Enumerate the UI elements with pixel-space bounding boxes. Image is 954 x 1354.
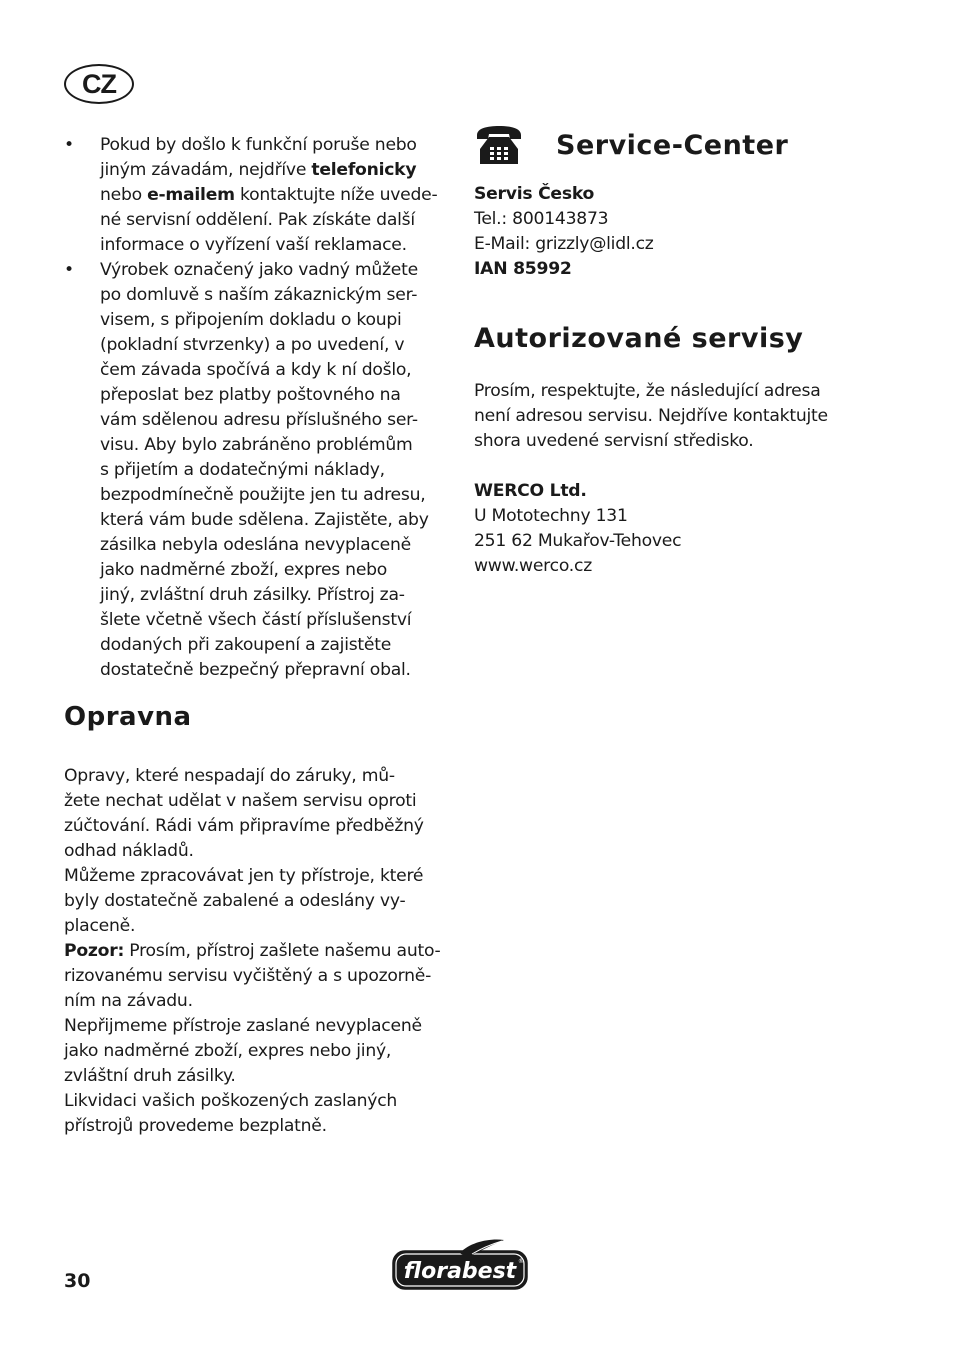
- bold-email-word: e-mailem: [147, 185, 235, 205]
- service-name-text: Servis Česko: [474, 184, 595, 204]
- pozor-text: Prosím, přístroj zašlete našemu auto- rizovanému servisu vyčištěný a s upozorně- ním na závadu.: [64, 941, 441, 1011]
- right-column: [474, 125, 894, 579]
- ian-text: IAN 85992: [474, 259, 572, 279]
- registered-mark: ®: [518, 1258, 524, 1265]
- service-center-heading: Service-Center: [556, 129, 789, 161]
- ian-number: [474, 257, 894, 282]
- service-header: [474, 125, 894, 165]
- opravna-paragraph: Můžeme zpracovávat jen ty přístroje, které byly dostatečně zabalené a odeslány vy- placeně.: [64, 866, 424, 936]
- language-badge: [64, 64, 134, 104]
- authorized-service-note: Prosím, respektujte, že následující adresa není adresou servisu. Nejdříve kontaktujte shora uvedené servisní středisko.: [474, 381, 828, 451]
- list-item: [64, 133, 452, 258]
- left-column: [64, 133, 452, 1139]
- opravna-heading: Opravna: [64, 702, 192, 732]
- website-line: www.werco.cz: [474, 556, 592, 576]
- pozor-paragraph: [64, 939, 452, 1014]
- opravna-paragraph: Opravy, které nespadají do záruky, mů- žete nechat udělat v našem servisu oproti zúčtování. Rádi vám připravíme předběžný odhad nákladů.: [64, 766, 424, 861]
- authorized-service-heading: Autorizované servisy: [474, 323, 804, 354]
- bullet-text: Výrobek označený jako vadný můžete po domluvě s naším zákaznickým ser- visem, s připojením dokladu o koupi (pokladní stvrzenky) a po uvedení, v čem závada spočívá a kdy k ní došlo, přeposlat bez platby poštovného na vám sdělenou adresu příslušného ser- visu. Aby bylo zabráněno problémům s přijetím a dodatečnými náklady, bezpodmínečně použijte jen tu adresu, která vám bude sdělena. Zajistěte, aby zásilka nebyla odeslána nevyplaceně jako nadměrné zboží, expres nebo jiný, zvláštní druh zásilky. Přístroj za- šlete včetně všech částí příslušenství dodaných při zakoupení a zajistěte dostatečně bezpečný přepravní obal.: [100, 260, 429, 680]
- list-item: [64, 258, 452, 683]
- language-code: CZ: [82, 68, 116, 99]
- bullet-text-part: Pokud by došlo k funkční poruše nebo jiným závadám, nejdříve: [100, 135, 417, 180]
- service-phone: Tel.: 800143873: [474, 209, 609, 229]
- service-email: E-Mail: grizzly@lidl.cz: [474, 234, 654, 254]
- bullet-text-part: kontaktujte níže uvede- né servisní oddělení. Pak získáte další informace o vyřízení vaší reklamace.: [100, 185, 438, 255]
- company-name-text: WERCO Ltd.: [474, 481, 587, 501]
- company-name: [474, 479, 894, 504]
- opravna-paragraph: Likvidaci vašich poškozených zaslaných přístrojů provedeme bezplatně.: [64, 1091, 398, 1136]
- service-contact: [474, 182, 894, 282]
- florabest-logo: [390, 1236, 530, 1292]
- werco-address: [474, 479, 894, 579]
- page-number: 30: [64, 1270, 91, 1292]
- logo-text: florabest: [403, 1259, 517, 1284]
- city-line: 251 62 Mukařov-Tehovec: [474, 531, 682, 551]
- opravna-paragraph: Nepřijmeme přístroje zaslané nevyplaceně jako nadměrné zboží, expres nebo jiný, zvláštní druh zásilky.: [64, 1016, 422, 1086]
- bold-phone-word: telefonicky: [311, 160, 417, 180]
- bullet-list: [64, 133, 452, 683]
- bullet-text-part: nebo: [100, 185, 142, 205]
- street-line: U Mototechny 131: [474, 506, 628, 526]
- telephone-icon: [474, 125, 524, 165]
- service-name: [474, 182, 894, 207]
- pozor-label: Pozor:: [64, 941, 125, 961]
